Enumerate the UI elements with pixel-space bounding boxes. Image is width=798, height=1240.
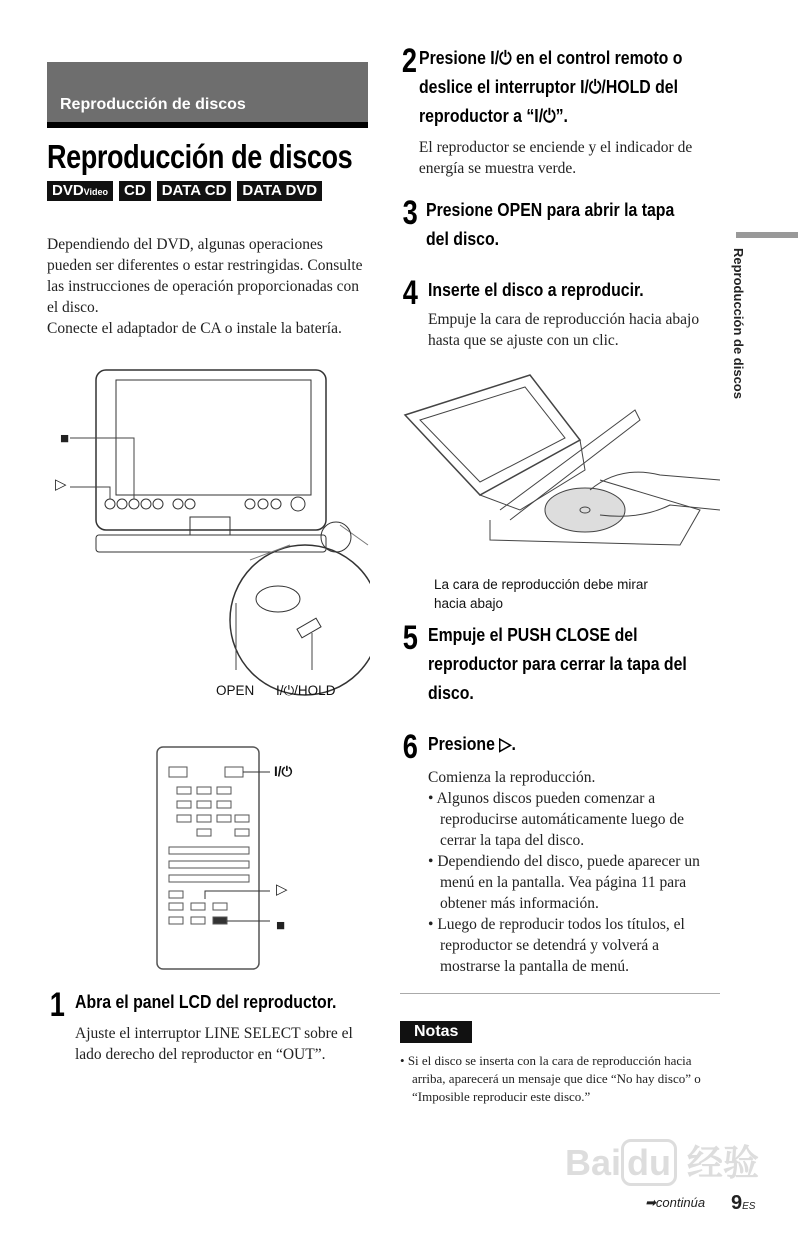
list-item: • Algunos discos pueden comenzar a reproducirse automáticamente luego de cerrar la tapa del disco.	[428, 790, 685, 849]
step-6-bullets	[428, 788, 723, 977]
step-1: 1 Abra el panel LCD del reproductor. Ajuste el interruptor LINE SELECT sobre el lado derecho del reproductor en “OUT”.	[49, 986, 353, 1063]
step-4: 4 Inserte el disco a reproducir. Empuje la cara de reproducción hacia abajo hasta que se ajuste con un clic.	[402, 274, 700, 349]
list-item: • Dependiendo del disco, puede aparecer un menú en la pantalla. Vea página 11 para obtener más información.	[428, 853, 700, 912]
intro: Dependiendo del DVD, algunas operaciones pueden ser diferentes o estar restringidas. Consulte las instrucciones de operación proporcionadas con el disco. Conecte el adaptador de CA o instale la batería.	[47, 236, 363, 337]
play-icon: ▷	[276, 881, 288, 898]
remote-illustration	[155, 745, 270, 975]
page-number: 9ES	[731, 1192, 756, 1214]
disc-caption: La cara de reproducción debe mirar hacia abajo	[434, 577, 648, 611]
list-item: • Luego de reproducir todos los títulos, el reproductor se detendrá y volverá a mostrarse la pantalla de menú.	[428, 916, 685, 975]
side-tab-label: Reproducción de discos	[731, 248, 746, 399]
badge-data-cd: DATA CD	[157, 181, 232, 201]
step-3: 3 Presione OPEN para abrir la tapa del disco.	[402, 194, 675, 249]
side-tab-bar	[736, 232, 798, 238]
disc-badges	[47, 181, 322, 201]
notes	[400, 1052, 722, 1106]
player-illustration	[50, 365, 370, 705]
step-5: 5 Empuje el PUSH CLOSE del reproductor para cerrar la tapa del disco.	[402, 619, 687, 703]
hold-label: I/⏻/HOLD	[276, 683, 336, 698]
power-label: I/⏻	[274, 764, 293, 779]
badge-cd: CD	[119, 181, 151, 201]
watermark: Bai du 经验	[565, 1135, 759, 1186]
step-6: 6 Presione ▷. Comienza la reproducción. • Algunos discos pueden comenzar a reproducirse automáticamente luego de cerrar la tapa del disco. • Dependiendo del disco, puede aparecer un menú en la pantalla. Vea página 11 para obtener más información. • Luego de reproducir todos los títulos, el reproductor se detendrá y volverá a mostrarse la pantalla de menú.	[400, 730, 730, 977]
stop-icon: ■	[60, 430, 70, 447]
section-band: Reproducción de discos	[47, 62, 368, 128]
divider	[400, 993, 720, 994]
open-label: OPEN	[216, 683, 255, 698]
play-icon: ▷	[55, 476, 67, 493]
badge-data-dvd: DATA DVD	[237, 181, 322, 201]
page-title: Reproducción de discos	[47, 138, 353, 175]
notes-label: Notas	[400, 1021, 472, 1043]
list-item: • Si el disco se inserta con la cara de reproducción hacia arriba, aparecerá un mensaje que dice “No hay disco” o “Imposible reproducir este disco.”	[400, 1053, 701, 1104]
stop-icon: ■	[276, 917, 286, 934]
footer-continue: ➡continúa	[645, 1195, 706, 1210]
step-2: 2 Presione I/⏻ en el control remoto o deslice el interruptor I/⏻/HOLD del reproductor a “I/⏻”. El reproductor se enciende y el indicador de energía se muestra verde.	[401, 42, 693, 177]
disc-insert-illustration	[400, 370, 720, 570]
player-buttons	[105, 497, 305, 511]
badge-dvd-video: DVDVideo	[47, 181, 113, 201]
